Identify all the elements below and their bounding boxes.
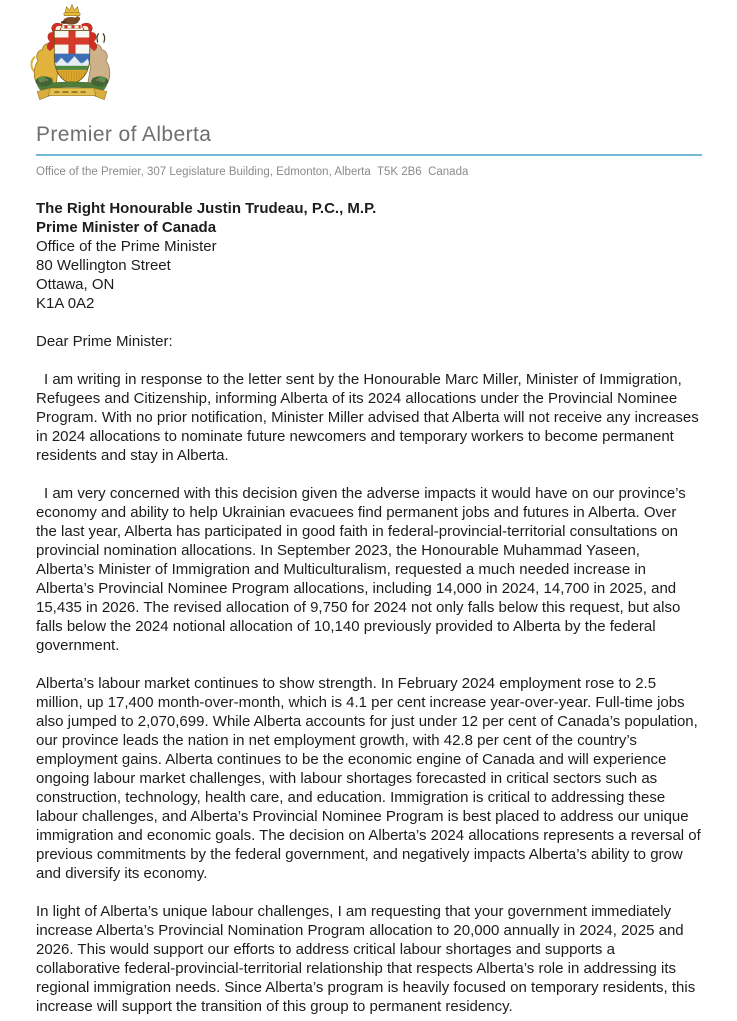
letterhead-title: Premier of Alberta	[36, 123, 212, 146]
letterhead-divider	[36, 154, 702, 156]
alberta-coat-of-arms-icon	[24, 4, 120, 118]
recipient-line: 80 Wellington Street	[36, 257, 171, 274]
body-paragraph: Alberta’s labour market continues to show strength. In February 2024 employment rose to 2.5 million, up 17,400 month-over-month, which is 4.1 per cent increase year-over-year. Full-time jobs also jumped to 2,070,699. While Alberta accounts for just under 12 per cent of Canada’s population, our province leads the nation in net employment growth, with 42.8 per cent of the country’s employment gains. Alberta continues to be the economic engine of Canada and will experience ongoing labour market challenges, with labour shortages forecasted in critical sectors such as construction, technology, health care, and education. Immigration is critical to addressing these labour challenges, and Alberta’s Provincial Nominee Program is best placed to address our unique immigration and economic goals. The decision on Alberta’s 2024 allocations represents a reversal of previous commitments by the federal government, and negatively impacts Alberta’s ability to grow and diversify its economy.	[36, 675, 701, 882]
recipient-name: The Right Honourable Justin Trudeau, P.C., M.P.	[36, 200, 377, 217]
letter-body	[36, 199, 701, 1016]
crown-icon	[64, 5, 80, 16]
recipient-line: K1A 0A2	[36, 295, 95, 312]
motto-ribbon-icon	[37, 88, 107, 100]
recipient-line: Office of the Prime Minister	[36, 238, 217, 255]
body-paragraph: I am writing in response to the letter sent by the Honourable Marc Miller, Minister of Immigration, Refugees and Citizenship, informing Alberta of its 2024 allocations under the Provincial Nominee Program. With no prior notification, Minister Miller advised that Alberta will not receive any increases in 2024 allocations to nominate future newcomers and temporary workers to become permanent residents and stay in Alberta.	[36, 371, 699, 464]
beaver-icon	[61, 17, 80, 25]
letterhead	[0, 4, 737, 179]
body-paragraph: In light of Alberta’s unique labour challenges, I am requesting that your government immediately increase Alberta’s Provincial Nomination Program allocation to 20,000 annually in 2024, 2025 and 2026. This would support our efforts to address critical labour shortages and supports a collaborative federal-provincial-territorial relationship that respects Alberta’s role in addressing its regional immigration needs. Since Alberta’s program is heavily focused on temporary residents, this increase will support the transition of this group to permanent residency.	[36, 903, 696, 1015]
letterhead-address: Office of the Premier, 307 Legislature Building, Edmonton, Alberta T5K 2B6 Canada	[36, 166, 469, 178]
recipient-title: Prime Minister of Canada	[36, 219, 217, 236]
body-paragraph: I am very concerned with this decision given the adverse impacts it would have on our province’s economy and ability to help Ukrainian evacuees find permanent jobs and futures in Alberta. Over the last year, Alberta has participated in good faith in federal-provincial-territorial consultations on provincial nomination allocations. In September 2023, the Honourable Muhammad Yaseen, Alberta’s Minister of Immigration and Multiculturalism, requested a much needed increase in Alberta’s Provincial Nominee Program allocations, including 14,000 in 2024, 14,700 in 2025, and 15,435 in 2026. The revised allocation of 9,750 for 2024 not only falls below this request, but also falls below the 2024 notional allocation of 10,140 previously provided to Alberta by the federal government.	[36, 485, 686, 654]
recipient-line: Ottawa, ON	[36, 276, 115, 293]
salutation: Dear Prime Minister:	[36, 333, 173, 350]
recipient-address-block	[36, 199, 701, 313]
shield-icon	[53, 30, 90, 84]
